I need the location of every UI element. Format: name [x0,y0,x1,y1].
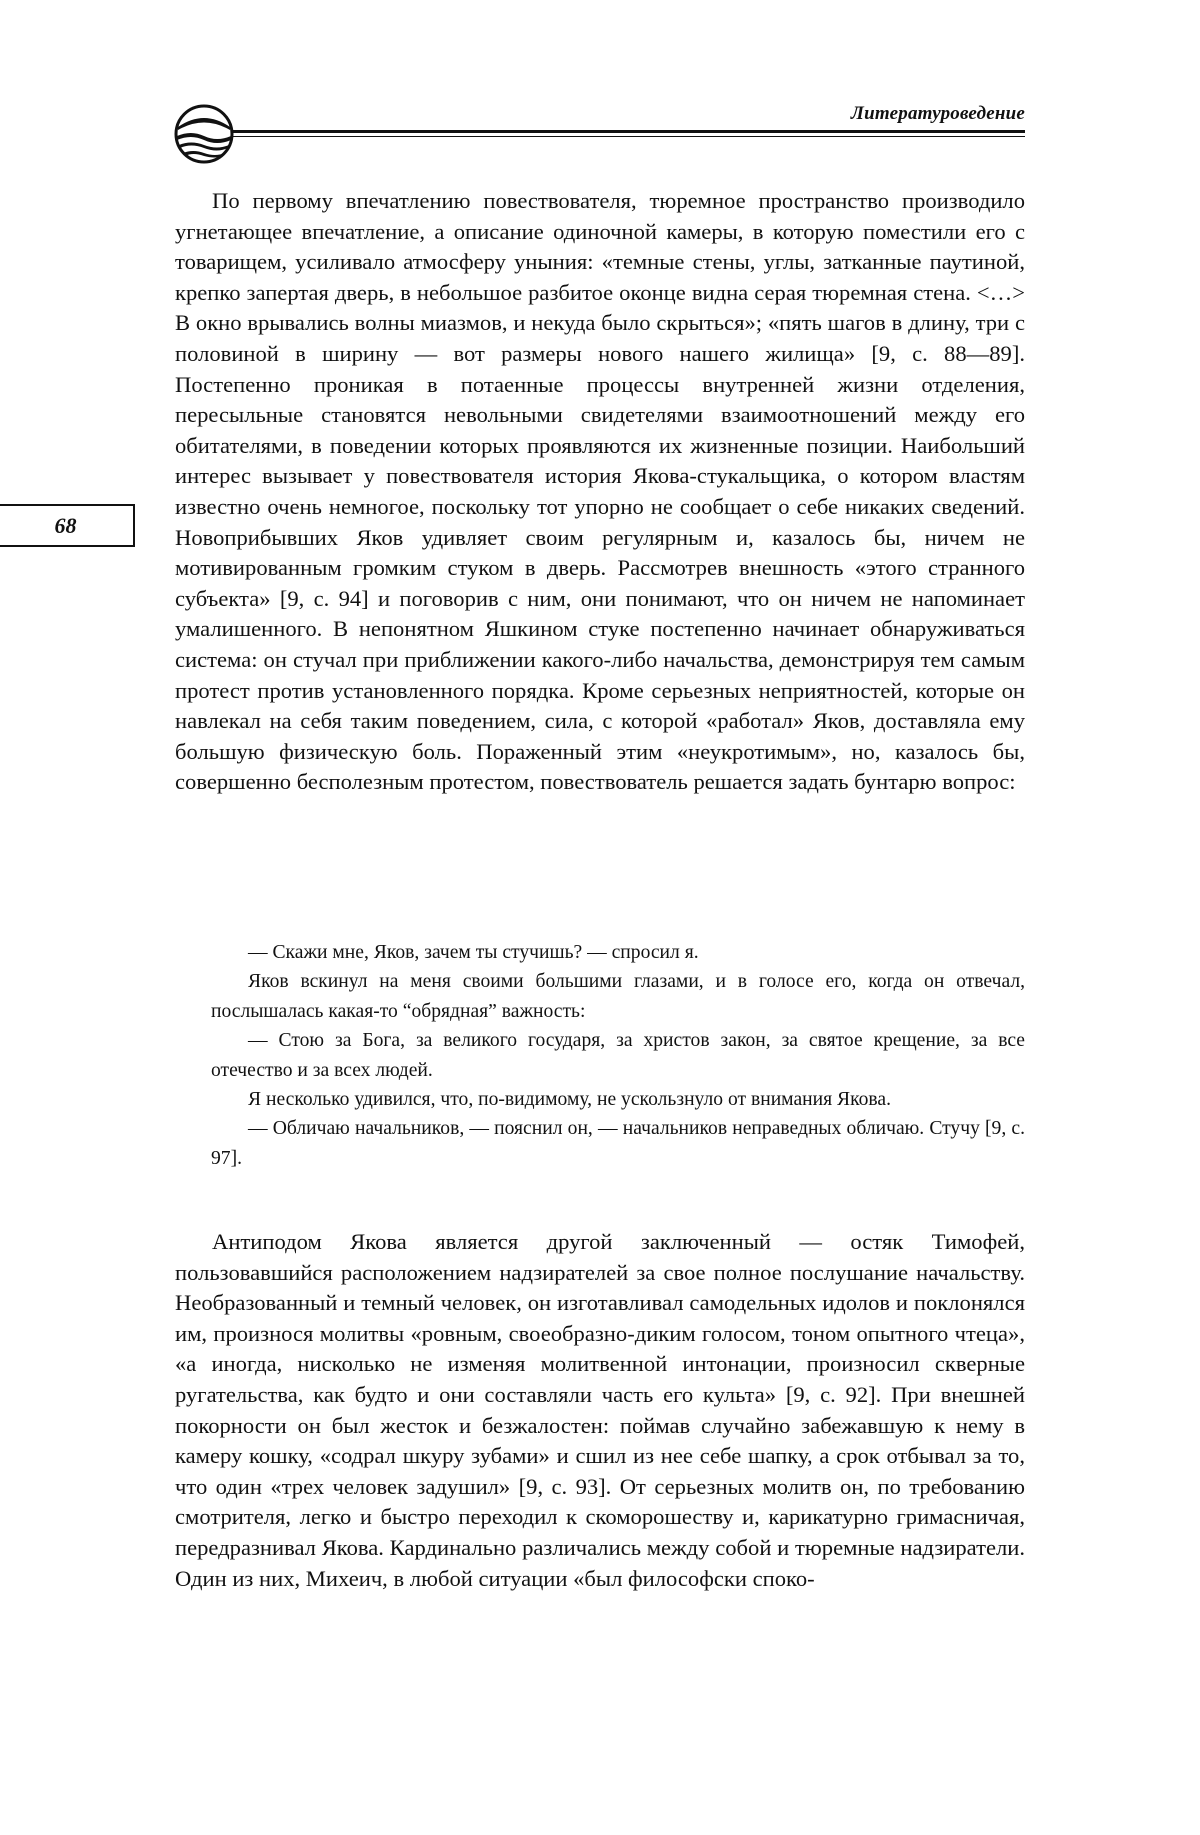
page-number: 68 [54,512,77,538]
quote-line: Яков вскинул на меня своими большими глазами, и в голосе его, когда он отвечал, послышалась какая-то “обрядная” важность: [211,971,1025,1022]
block-quote [211,938,1025,1173]
header-rule-thick [232,130,1025,133]
body-text-upper [175,186,1025,798]
page-number-box [0,504,135,547]
paragraph: Антиподом Якова является другой заключенный — остяк Тимофей, пользовавшийся расположением надзирателей за свое полное послушание начальству. Необразованный и темный человек, он изготавливал самодельных идолов и поклонялся им, произнося молитвы «ровным, своеобразно-диким голосом, тоном опытного чтеца», «а иногда, нисколько не изменяя молитвенной интонации, произносил скверные ругательства, как будто и они составляли часть его культа» [9, с. 92]. При внешней покорности он был жесток и безжалостен: поймав случайно забежавшую к нему в камеру кошку, «содрал шкуру зубами» и сшил из нее себе шапку, а срок отбывал за то, что один «трех человек задушил» [9, с. 93]. От серьезных молитв он, по требованию смотрителя, легко и быстро переходил к скоморошеству и, карикатурно гримасничая, передразнивал Якова. Кардинально различались между собой и тюремные надзиратели. Один из них, Михеич, в любой ситуации «был философски споко- [175,1229,1025,1591]
quote-line: — Стою за Бога, за великого государя, за христов закон, за святое крещение, за все отечество и за всех людей. [211,1030,1025,1081]
header-rule-thin [232,136,1025,137]
section-title: Литературоведение [850,103,1025,124]
paragraph: По первому впечатлению повествователя, тюремное пространство производило угнетающее впечатление, а описание одиночной камеры, в которую поместили его с товарищем, усиливало атмосферу уныния: «темные стены, углы, затканные паутиной, крепко запертая дверь, в небольшое разбитое оконце видна серая тюремная стена. <…> В окно врывались волны миазмов, и некуда было скрыться»; «пять шагов в длину, три с половиной в ширину — вот размеры нового нашего жилища» [9, с. 88—89]. Постепенно проникая в потаенные процессы внутренней жизни отделения, пересыльные становятся невольными свидетелями взаимоотношений между его обитателями, в поведении которых проявляются их жизненные позиции. Наибольший интерес вызывает у повествователя история Якова-стукальщика, о котором властям известно очень немногое, поскольку тот упорно не сообщает о себе никаких сведений. Новоприбывших Яков удивляет своим регулярным и, казалось бы, ничем не мотивированным громким стуком в дверь. Рассмотрев внешность «этого странного субъекта» [9, с. 94] и поговорив с ним, они понимают, что он ничем не напоминает умалишенного. В непонятном Яшкином стуке постепенно начинает обнаруживаться система: он стучал при приближении какого-либо начальства, демонстрируя тем самым протест против установленного порядка. Кроме серьезных неприятностей, которые он навлекал на себя таким поведением, сила, с которой «работал» Яков, доставляла ему большую физическую боль. Пораженный этим «неукротимым», но, казалось бы, совершенно бесполезным протестом, повествователь решается задать бунтарю вопрос: [175,188,1025,795]
journal-logo-icon [173,103,235,165]
quote-line: Я несколько удивился, что, по-видимому, не ускользнуло от внимания Якова. [248,1089,892,1111]
body-text-lower [175,1227,1025,1594]
quote-line: — Обличаю начальников, — пояснил он, — начальников неправедных обличаю. Стучу [9, с. 97]. [211,1118,1025,1169]
quote-line: — Скажи мне, Яков, зачем ты стучишь? — спросил я. [248,942,699,963]
